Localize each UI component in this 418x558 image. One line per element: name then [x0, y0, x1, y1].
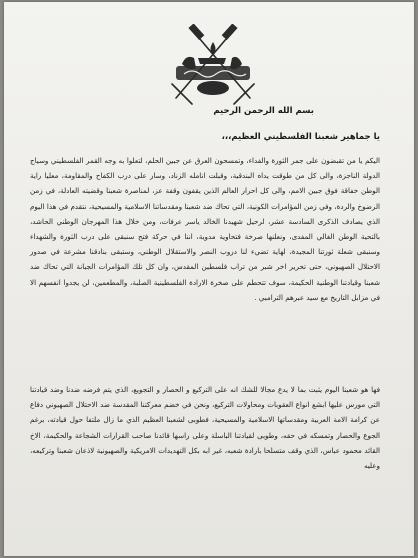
document-page	[4, 2, 414, 556]
fatah-emblem-logo	[162, 24, 264, 110]
body-paragraph-2: فها هو شعبنا اليوم يثبت بما لا يدع مجالا للشك انه على التركيع و الحصار و التجويع، الذي يتم فرضه ضدنا وضد قيادتنا التي مورس عليها ابشع انواع العقوبات ومحاولات التركيع، ونحن في خضم معركتنا المقدسة ضد الاحتلال الصهيوني دفاع عن كرامة الامة العربية ومقدساتها الاسلامية والمسيحية، فطوبى لشعبنا العظيم الذي ما زال ملتفا حول قيادته، برغم الجوع والحصار وتمسكه في حقه، وطوبى لقيادتنا الباسلة وعلى راسها قائدنا صاحب القرارات الشجاعة والحكيمة، الاخ القائد محمود عباس، الذي وقف متسلحا بارادة شعبه، غير ابه بكل التهديدات الامريكية والصهيونية لاذعان شعبنا وتركيعه، وعليه	[30, 385, 380, 471]
body-paragraph-1: اليكم يا من تقبضون على جمر الثورة والفداء، وتمسحون العرق عن جبين الحلم، لتعلوا به وجه القمر الفلسطيني وسياج الدولة الناجزة، والى كل من طوقت يداه البندقية، وقبلت انامله الزناد، وسار على درب الكفاح والمقاومة، معليا راية الوطن خفاقة فوق جبين الامم، والى كل احرار العالم الذين يقفون وقفة عز، لمناصرة شعبنا وقضيته العادلة، في زمن الرضوخ والردة، وفي زمن المؤامرات الكونية، التي تحاك ضد شعبنا ومقدساتنا الاسلامية والمسيحية، نتقدم في هذا اليوم الذي يصادف الذكرى السادسة عشر، لرحيل شهيدنا الخالد ياسر عرفات، ومن خلال هذا المهرجان الوطني الحاشد، بالتحية الوطن الغالي المفدى، ونعلنها صرخة فتحاوية مدوية، اننا في حركة فتح سنبقى على درب الثورة والشهداء وسنبقى شعلة ثورتنا المجيدة، لهاية تضيء لنا دروب النصر والاستقلال الوطني، وستبقى بنادقنا مشرعة في صدور الاحتلال الصهيوني، حتى تحرير اخر شبر من تراب فلسطين المقدس، وان كل تلك المؤامرات الجبانة التي تحاك ضد شعبنا وقيادتنا الوطنية الحكيمة، سوف تتحطم على صخرة الارادة الفلسطينية الصلبة، والمطعمين، لن يجدوا انفسهم الا في مزابل التاريخ مع سيد عبرهم الترامبي .	[30, 156, 380, 302]
salutation-heading: يا جماهير شعبنا الفلسطيني العظيم،،،	[221, 132, 380, 142]
basmala-heading: بسم الله الرحمن الرحيم	[213, 106, 314, 116]
